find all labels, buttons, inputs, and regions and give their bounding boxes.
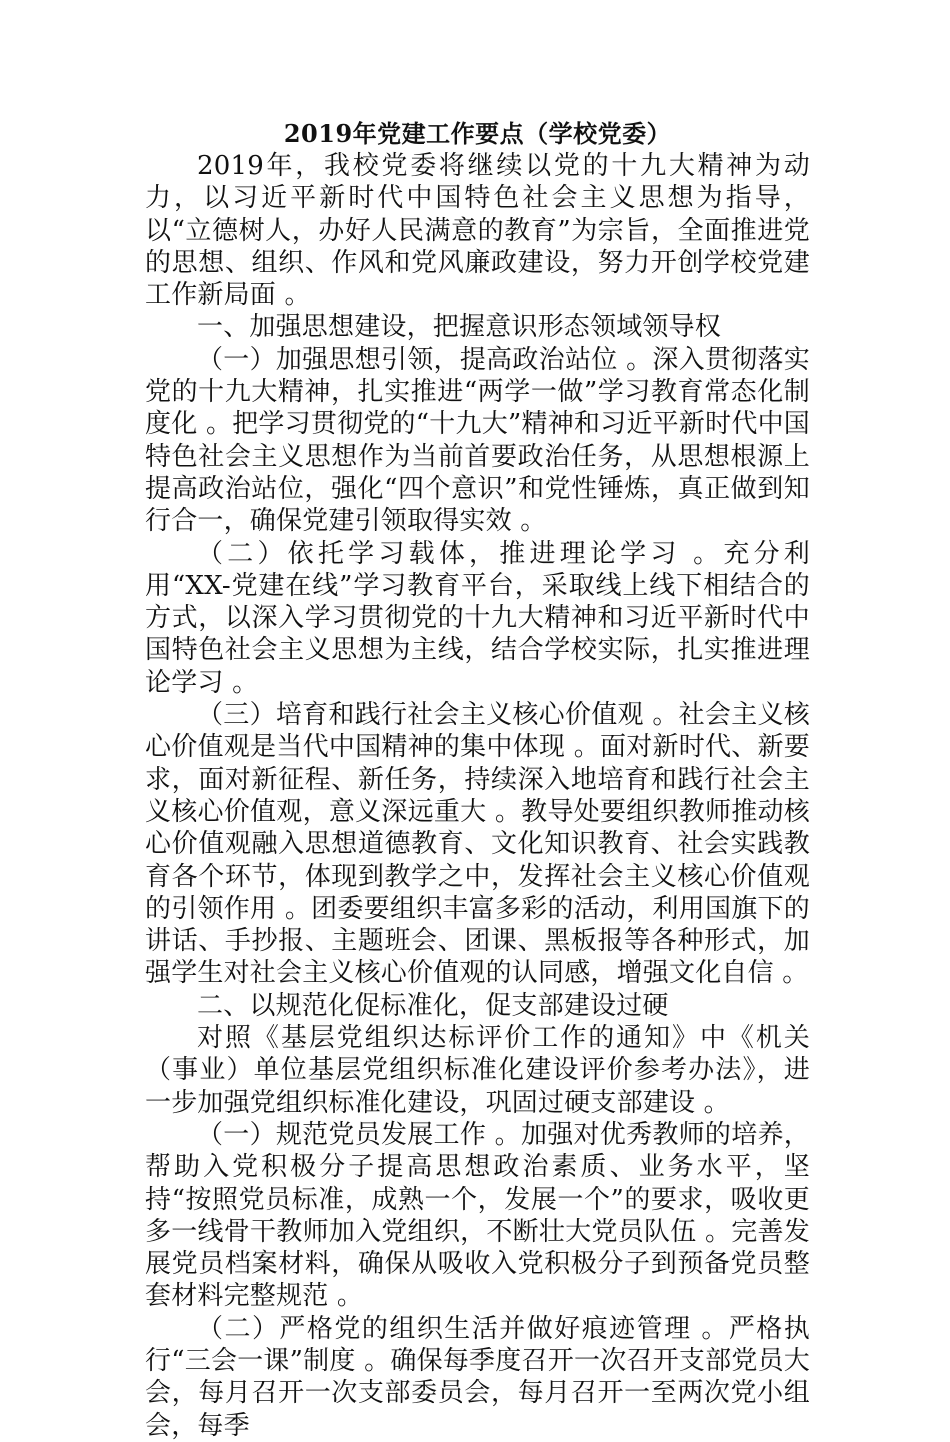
document-title: 2019年党建工作要点（学校党委） xyxy=(283,119,672,148)
paragraph-1-1: （一）加强思想引领，提高政治站位 。深入贯彻落实党的十九大精神，扎实推进“两学一做”学习教育常态化制度化 。把学习贯彻党的“十九大”精神和习近平新时代中国特色社会主义思想作为当前首要政治任务，从思想根源上提高政治站位，强化“四个意识”和党性锤炼，真正做到知行合一，确保党建引领取得实效 。 xyxy=(145,344,810,537)
paragraph-2-intro: 对照《基层党组织达标评价工作的通知》中《机关（事业）单位基层党组织标准化建设评价参考办法》，进一步加强党组织标准化建设，巩固过硬支部建设 。 xyxy=(145,1023,810,1118)
paragraph-intro: 2019年，我校党委将继续以党的十九大精神为动力，以习近平新时代中国特色社会主义思想为指导，以“立德树人，办好人民满意的教育”为宗旨，全面推进党的思想、组织、作风和党风廉政建设，努力开创学校党建工作新局面 。 xyxy=(145,151,810,311)
document-page xyxy=(145,118,810,1442)
paragraph-1-3: （三）培育和践行社会主义核心价值观 。社会主义核心价值观是当代中国精神的集中体现 。面对新时代、新要求，面对新征程、新任务，持续深入地培育和践行社会主义核心价值观，意义深远重大 。教导处要组织教师推动核心价值观融入思想道德教育、文化知识教育、社会实践教育各个环节，体现到教学之中，发挥社会主义核心价值观的引领作用 。团委要组织丰富多彩的活动，利用国旗下的讲话、手抄报、主题班会、团课、黑板报等各种形式，加强学生对社会主义核心价值观的认同感，增强文化自信 。 xyxy=(145,700,810,989)
paragraph-2-2: （二）严格党的组织生活并做好痕迹管理 。严格执行“三会一课”制度 。确保每季度召开一次召开支部党员大会，每月召开一次支部委员会，每月召开一至两次党小组会，每季 xyxy=(145,1313,810,1441)
paragraph-1-2: （二）依托学习载体，推进理论学习 。充分利用“XX-党建在线”学习教育平台，采取线上线下相结合的方式，以深入学习贯彻党的十九大精神和习近平新时代中国特色社会主义思想为主线，结合学校实际，扎实推进理论学习 。 xyxy=(145,538,810,698)
section-heading-2: 二、以规范化促标准化，促支部建设过硬 xyxy=(197,990,669,1021)
paragraph-2-1: （一）规范党员发展工作 。加强对优秀教师的培养，帮助入党积极分子提高思想政治素质、业务水平，坚持“按照党员标准，成熟一个，发展一个”的要求，吸收更多一线骨干教师加入党组织，不断壮大党员队伍 。完善发展党员档案材料，确保从吸收入党积极分子到预备党员整套材料完整规范 。 xyxy=(145,1119,810,1312)
section-heading-1: 一、加强思想建设，把握意识形态领域领导权 xyxy=(197,312,722,343)
